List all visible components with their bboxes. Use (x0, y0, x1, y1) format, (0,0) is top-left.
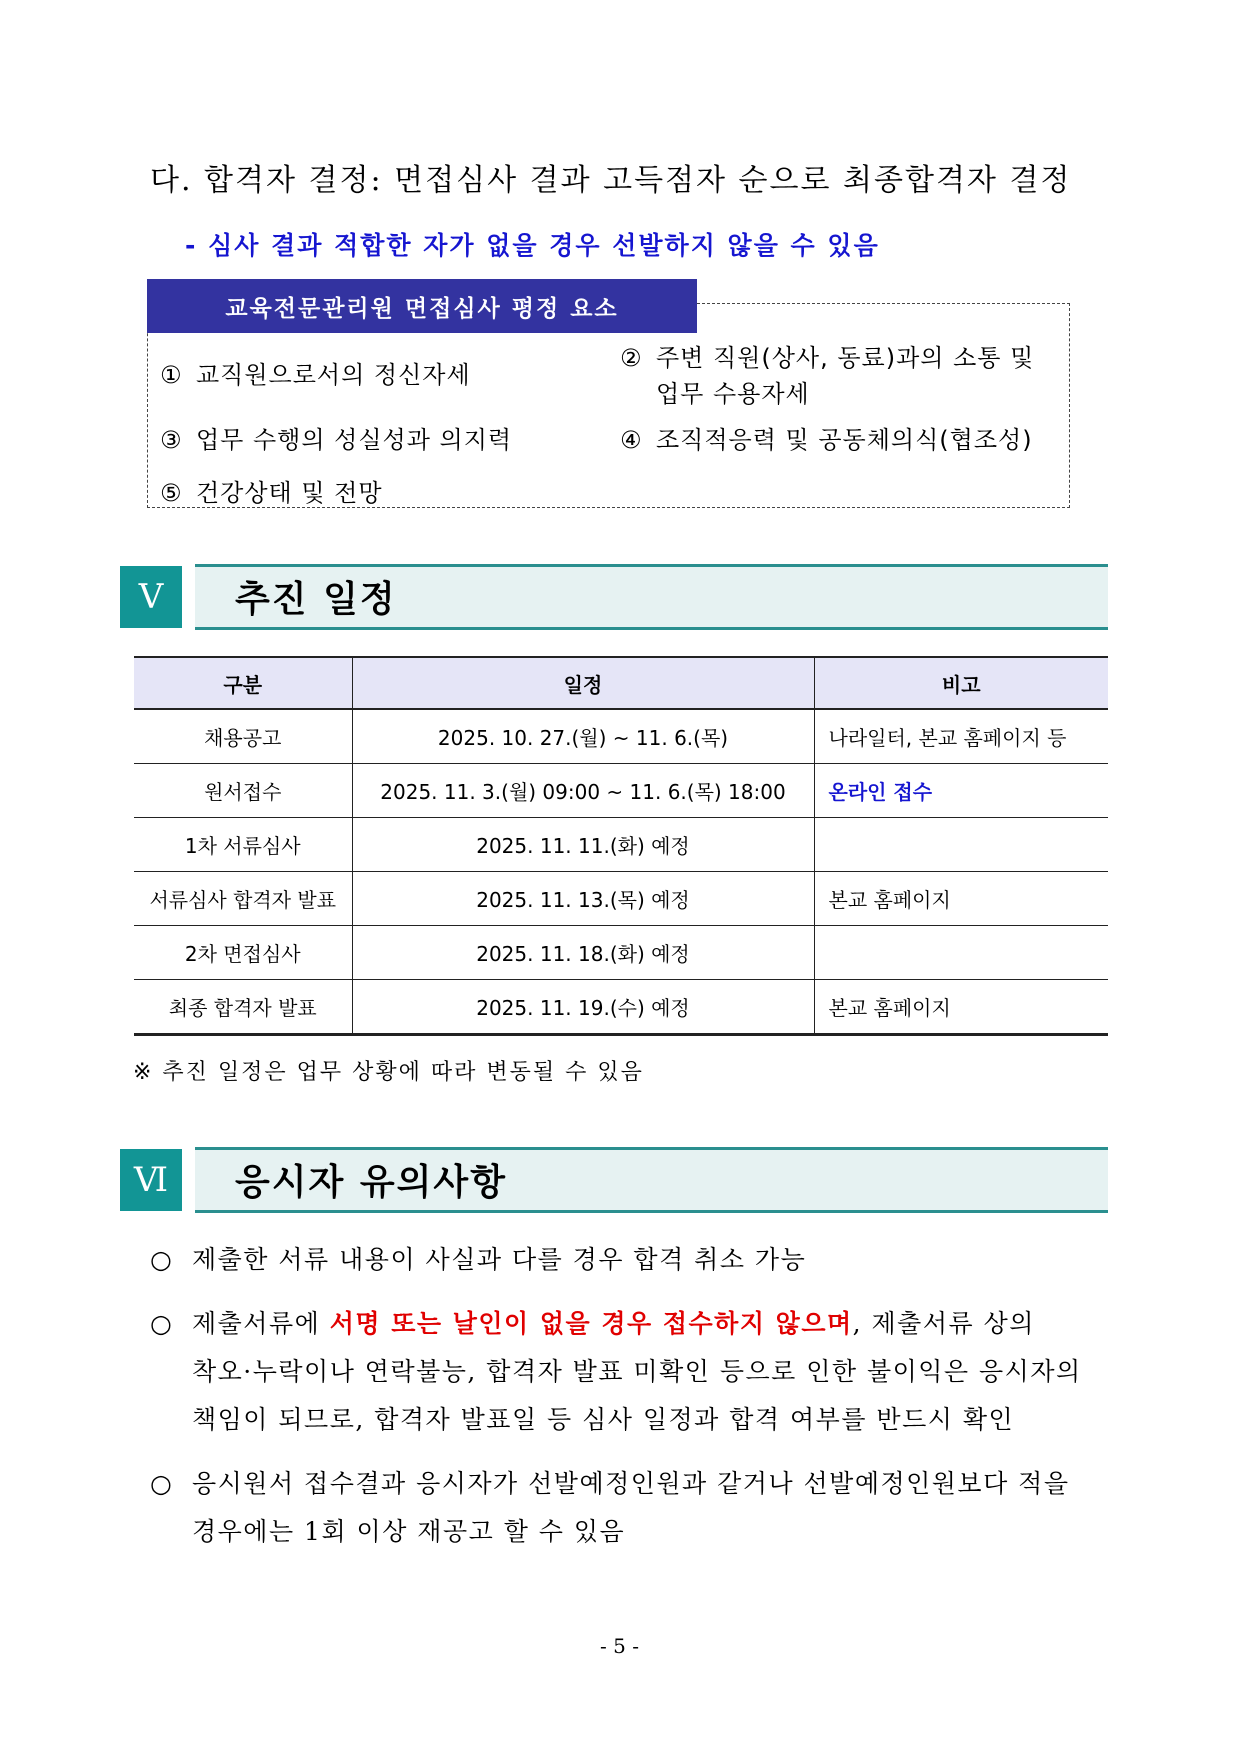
table-row (134, 872, 1108, 926)
section-5-title-bar (195, 564, 1108, 630)
section-5-number: Ⅴ (120, 566, 182, 628)
criteria-item-5 (160, 473, 383, 508)
table-cell-category: 1차 서류심사 (134, 818, 352, 872)
table-cell-category: 최종 합격자 발표 (134, 980, 352, 1035)
section-6-number: Ⅵ (120, 1149, 182, 1211)
table-row (134, 709, 1108, 764)
table-header-remarks: 비고 (814, 657, 1108, 709)
criteria-item-number: ③ (160, 426, 183, 454)
schedule-footnote: ※ 추진 일정은 업무 상황에 따라 변동될 수 있음 (133, 1060, 644, 1085)
notice-text-line1 (192, 1300, 1035, 1348)
table-row (134, 980, 1108, 1035)
table-cell-remarks: 온라인 접수 (814, 764, 1108, 818)
bullet-mark: ○ (150, 1309, 174, 1338)
notice-text: 제출한 서류 내용이 사실과 다를 경우 합격 취소 가능 (192, 1245, 807, 1274)
table-cell-category: 2차 면접심사 (134, 926, 352, 980)
criteria-item-1 (160, 355, 471, 390)
bullet-mark: ○ (150, 1245, 174, 1274)
criteria-title: 교육전문관리원 면접심사 평정 요소 (147, 279, 697, 333)
table-cell-remarks: 본교 홈페이지 (814, 980, 1108, 1035)
criteria-item-number: ② (620, 344, 643, 372)
table-cell-schedule: 2025. 11. 18.(화) 예정 (352, 926, 814, 980)
notice-text-post: , 제출서류 상의 (852, 1309, 1035, 1338)
criteria-item-text: 업무 수행의 성실성과 의지력 (196, 426, 513, 454)
table-cell-category: 원서접수 (134, 764, 352, 818)
criteria-item-number: ④ (620, 426, 643, 454)
section-6-header (120, 1147, 1108, 1213)
notice-text-pre: 제출서류에 (192, 1309, 330, 1338)
decision-note: - 심사 결과 적합한 자가 없을 경우 선발하지 않을 수 있음 (185, 231, 880, 260)
table-header-schedule: 일정 (352, 657, 814, 709)
notice-text-line2: 경우에는 1회 이상 재공고 할 수 있음 (192, 1517, 626, 1546)
table-row (134, 818, 1108, 872)
notice-text-emphasis: 서명 또는 날인이 없을 경우 접수하지 않으며 (329, 1309, 853, 1338)
criteria-item-number: ① (160, 361, 183, 389)
notice-text-line1: 응시원서 접수결과 응시자가 선발예정인원과 같거나 선발예정인원보다 적을 (192, 1469, 1070, 1498)
section-5-title: 추진 일정 (235, 579, 397, 620)
criteria-item-number: ⑤ (160, 479, 183, 507)
decision-heading: 다. 합격자 결정: 면접심사 결과 고득점자 순으로 최종합격자 결정 (150, 163, 1072, 198)
criteria-item-text: 교직원으로서의 정신자세 (196, 361, 471, 389)
table-cell-remarks (814, 926, 1108, 980)
table-cell-remarks: 나라일터, 본교 홈페이지 등 (814, 709, 1108, 764)
table-cell-schedule: 2025. 11. 19.(수) 예정 (352, 980, 814, 1035)
schedule-table (134, 656, 1108, 1036)
table-cell-schedule: 2025. 11. 13.(목) 예정 (352, 872, 814, 926)
criteria-item-3 (160, 420, 512, 455)
table-cell-schedule: 2025. 11. 3.(월) 09:00 ~ 11. 6.(목) 18:00 (352, 764, 814, 818)
section-6-title: 응시자 유의사항 (235, 1162, 507, 1203)
table-cell-schedule: 2025. 10. 27.(월) ~ 11. 6.(목) (352, 709, 814, 764)
section-5-header (120, 564, 1108, 630)
table-cell-schedule: 2025. 11. 11.(화) 예정 (352, 818, 814, 872)
criteria-item-text: 조직적응력 및 공동체의식(협조성) (656, 426, 1033, 454)
criteria-item-text: 건강상태 및 전망 (196, 479, 383, 507)
criteria-item-2 (620, 340, 1034, 412)
table-cell-remarks: 본교 홈페이지 (814, 872, 1108, 926)
page-number: - 5 - (600, 1634, 639, 1658)
criteria-item-text-line2: 업무 수용자세 (656, 380, 810, 408)
section-6-title-bar (195, 1147, 1108, 1213)
table-header-row (134, 657, 1108, 709)
criteria-item-text: 주변 직원(상사, 동료)과의 소통 및 (656, 344, 1035, 372)
table-row (134, 764, 1108, 818)
notice-text-line3: 책임이 되므로, 합격자 발표일 등 심사 일정과 합격 여부를 반드시 확인 (192, 1405, 1015, 1434)
table-cell-remarks (814, 818, 1108, 872)
bullet-mark: ○ (150, 1469, 174, 1498)
table-row (134, 926, 1108, 980)
notice-text-line2: 착오·누락이나 연락불능, 합격자 발표 미확인 등으로 인한 불이익은 응시자의 (192, 1357, 1082, 1386)
table-cell-category: 서류심사 합격자 발표 (134, 872, 352, 926)
criteria-item-4 (620, 420, 1033, 455)
table-cell-category: 채용공고 (134, 709, 352, 764)
table-header-category: 구분 (134, 657, 352, 709)
